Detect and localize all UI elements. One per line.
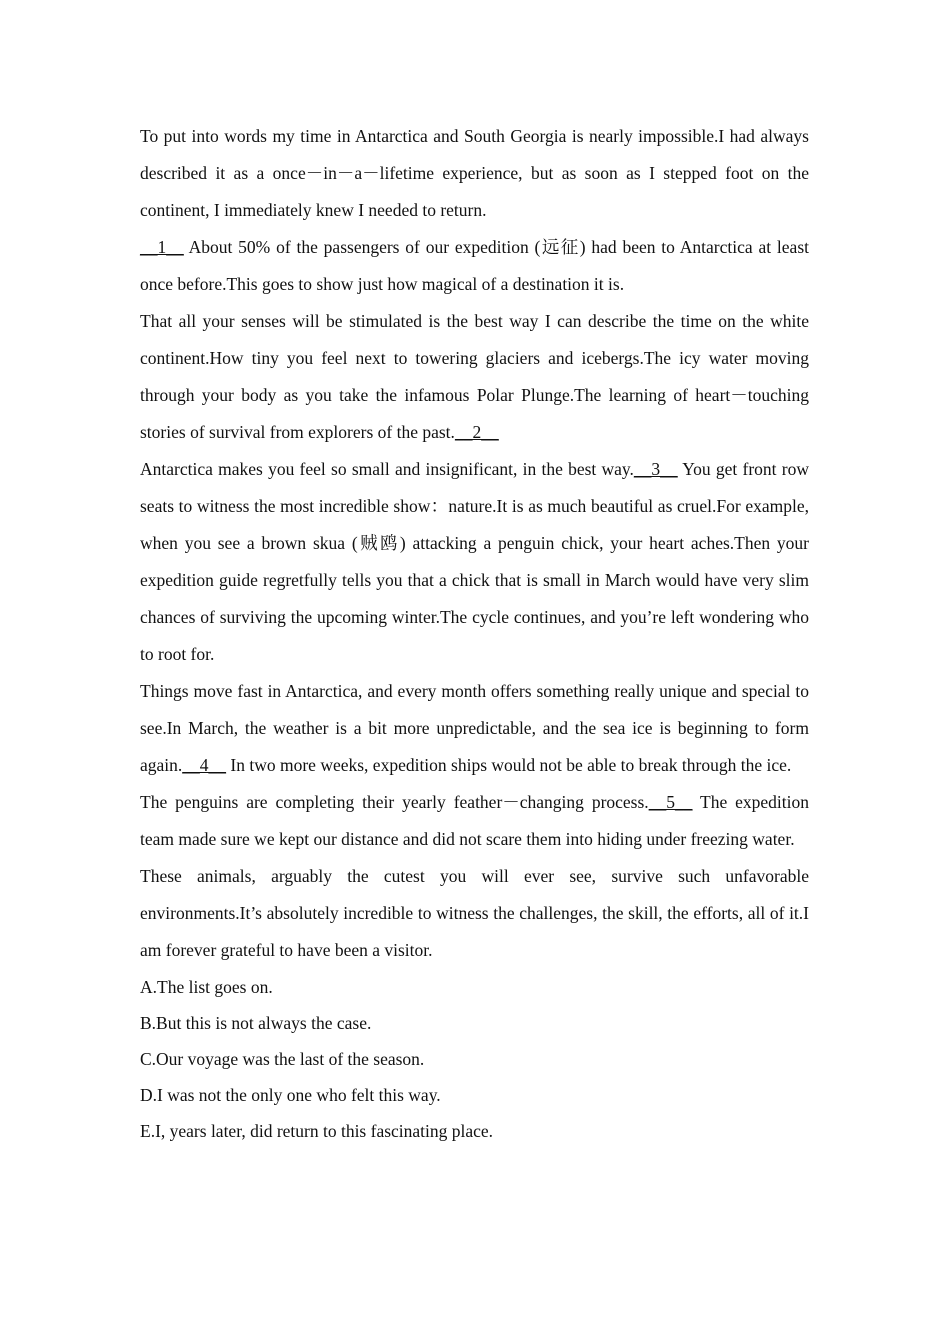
option-b: B.But this is not always the case. <box>140 1013 372 1033</box>
paragraph-6-text-b: The expedition team made sure we kept our distance and did not scare them into hiding under freezing water. <box>140 792 810 849</box>
paragraph-2 <box>140 229 809 303</box>
paragraph-4 <box>140 451 809 673</box>
paragraph-7 <box>140 858 809 969</box>
document-page <box>140 118 809 1149</box>
blank-1: __1__ <box>140 237 184 257</box>
paragraph-3 <box>140 303 809 451</box>
paragraph-5 <box>140 673 809 784</box>
paragraph-4-text-b: You get front row seats to witness the most incredible show：nature.It is as much beautiful as cruel.For example, when you see a brown skua (贼鸥) attacking a penguin chick, your heart aches.Then your expedition guide regretfully tells you that a chick that is small in March would have very slim chances of surviving the upcoming winter.The cycle continues, and you’re left wondering who to root for. <box>140 459 809 664</box>
blank-4: __4__ <box>182 755 227 775</box>
paragraph-7-text: These animals, arguably the cutest you will ever see, survive such unfavorable environments.It’s absolutely incredible to witness the challenges, the skill, the efforts, all of it.I am forever grateful to have been a visitor. <box>140 866 809 960</box>
option-a: A.The list goes on. <box>140 977 273 997</box>
paragraph-5-text-a: Things move fast in Antarctica, and every month offers something really unique and special to see.In March, the weather is a bit more unpredictable, and the sea ice is beginning to form again. <box>140 681 809 775</box>
blank-5: __5__ <box>648 792 693 812</box>
paragraph-4-text-a: Antarctica makes you feel so small and insignificant, in the best way. <box>140 459 634 479</box>
paragraph-5-text-b: In two more weeks, expedition ships would not be able to break through the ice. <box>226 755 792 775</box>
option-d: D.I was not the only one who felt this way. <box>140 1085 441 1105</box>
option-c: C.Our voyage was the last of the season. <box>140 1049 425 1069</box>
paragraph-1-text: To put into words my time in Antarctica and South Georgia is nearly impossible.I had always described it as a once－in－a－lifetime experience, but as soon as I stepped foot on the continent, I immediately knew I needed to return. <box>140 126 809 220</box>
paragraph-2-text: About 50% of the passengers of our expedition (远征) had been to Antarctica at least once before.This goes to show just how magical of a destination it is. <box>140 237 809 294</box>
blank-3: __3__ <box>633 459 678 479</box>
blank-2: __2__ <box>454 422 499 442</box>
paragraph-6 <box>140 784 809 858</box>
paragraph-6-text-a: The penguins are completing their yearly feather－changing process. <box>140 792 649 812</box>
paragraph-3-text: That all your senses will be stimulated is the best way I can describe the time on the white continent.How tiny you feel next to towering glaciers and icebergs.The icy water moving through your body as you take the infamous Polar Plunge.The learning of heart－touching stories of survival from explorers of the past. <box>140 311 809 442</box>
paragraph-1 <box>140 118 809 229</box>
option-e: E.I, years later, did return to this fascinating place. <box>140 1121 494 1141</box>
